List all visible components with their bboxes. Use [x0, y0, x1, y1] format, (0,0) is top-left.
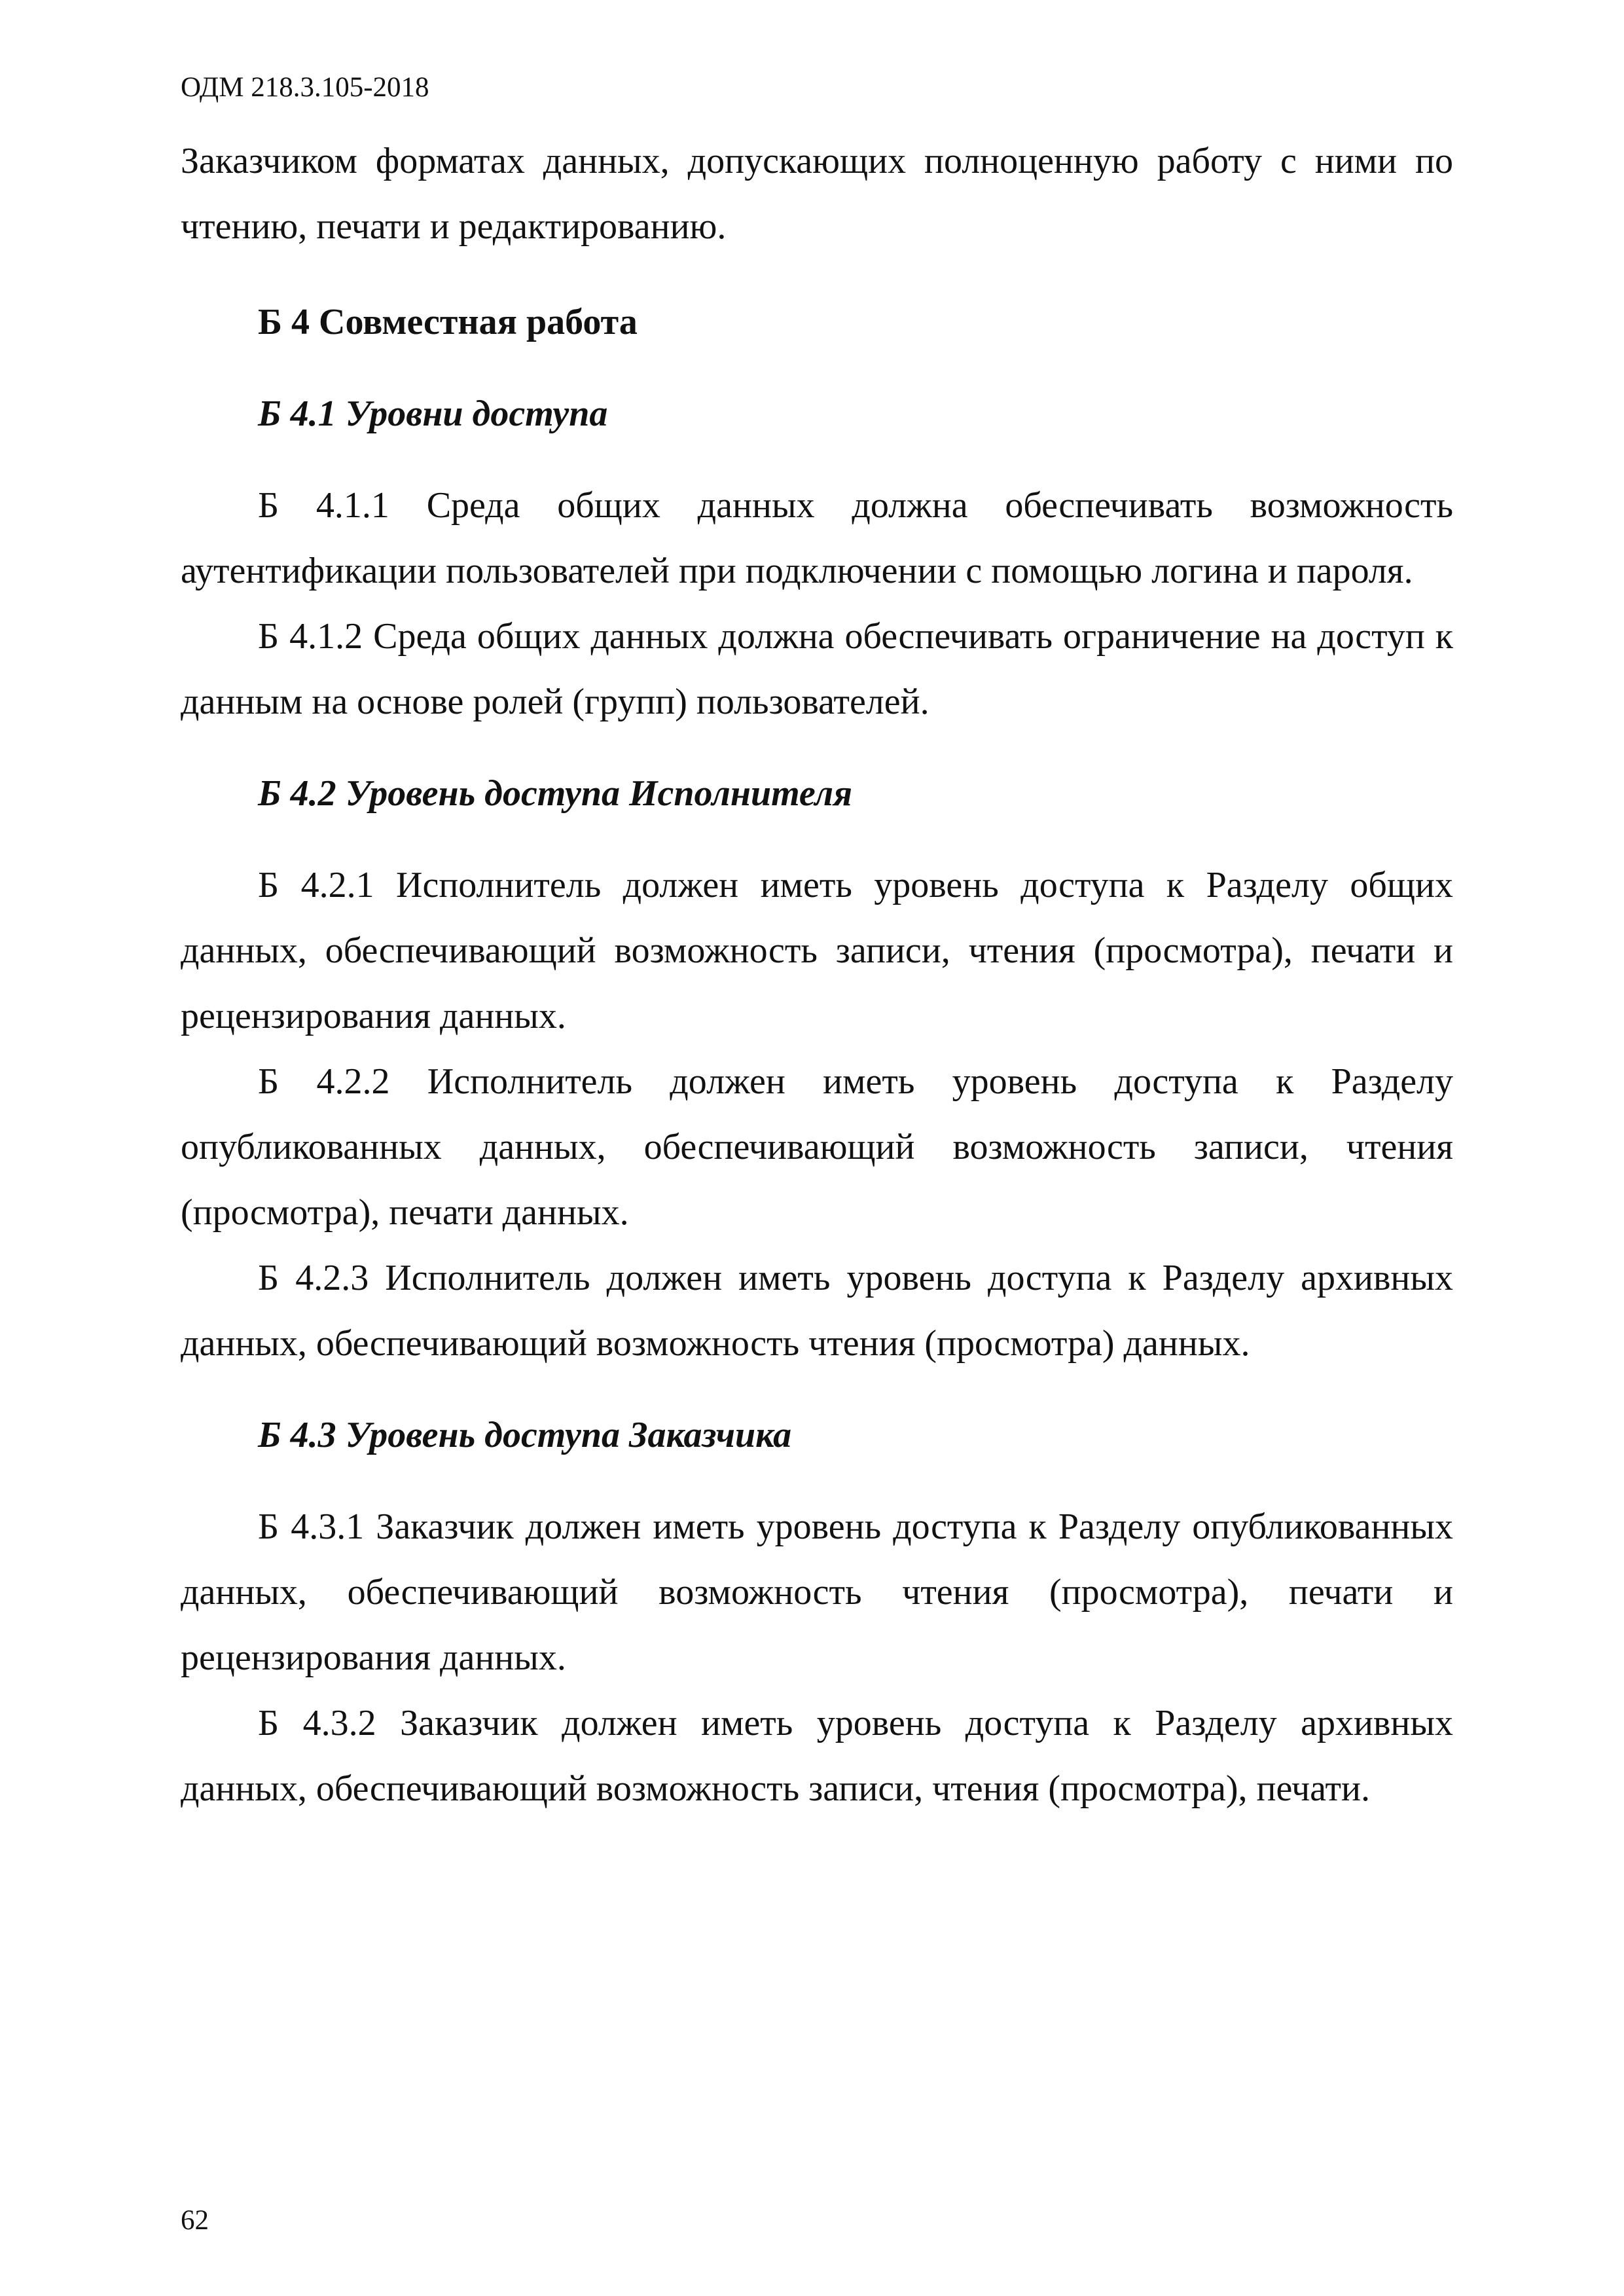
subsection-heading-b4-1: Б 4.1 Уровни доступа	[258, 393, 608, 434]
paragraph-b4-1-2: Б 4.1.2 Среда общих данных должна обеспечивать ограничение на доступ к данным на основе ролей (групп) пользователей.	[181, 616, 1453, 722]
paragraph-b4-3-1: Б 4.3.1 Заказчик должен иметь уровень доступа к Разделу опубликованных данных, обеспечивающий возможность чтения (просмотра), печати и рецензирования данных.	[181, 1506, 1453, 1678]
spacer	[181, 355, 1453, 381]
paragraph-b4-2-1: Б 4.2.1 Исполнитель должен иметь уровень доступа к Разделу общих данных, обеспечивающий возможность записи, чтения (просмотра), печати и рецензирования данных.	[181, 865, 1453, 1036]
spacer	[181, 735, 1453, 761]
subsection-heading-b4-2: Б 4.2 Уровень доступа Исполнителя	[258, 773, 852, 814]
page-content	[181, 128, 1453, 1821]
paragraph-b4-1-1: Б 4.1.1 Среда общих данных должна обеспечивать возможность аутентификации пользователей при подключении с помощью логина и пароля.	[181, 485, 1453, 591]
paragraph-b4-3-2: Б 4.3.2 Заказчик должен иметь уровень доступа к Разделу архивных данных, обеспечивающий возможность записи, чтения (просмотра), печати.	[181, 1703, 1453, 1809]
spacer	[181, 446, 1453, 473]
spacer	[181, 259, 1453, 289]
section-heading-b4: Б 4 Совместная работа	[258, 302, 638, 342]
continued-paragraph: Заказчиком форматах данных, допускающих полноценную работу с ними по чтению, печати и редактированию.	[181, 141, 1453, 247]
spacer	[181, 1376, 1453, 1402]
subsection-heading-b4-3: Б 4.3 Уровень доступа Заказчика	[258, 1415, 792, 1455]
spacer	[181, 826, 1453, 852]
paragraph-b4-2-2: Б 4.2.2 Исполнитель должен иметь уровень доступа к Разделу опубликованных данных, обеспечивающий возможность записи, чтения (просмотра), печати данных.	[181, 1061, 1453, 1233]
document-code-header: ОДМ 218.3.105-2018	[181, 72, 429, 103]
paragraph-b4-2-3: Б 4.2.3 Исполнитель должен иметь уровень доступа к Разделу архивных данных, обеспечивающий возможность чтения (просмотра) данных.	[181, 1258, 1453, 1364]
spacer	[181, 1468, 1453, 1494]
page-number: 62	[181, 2205, 209, 2236]
